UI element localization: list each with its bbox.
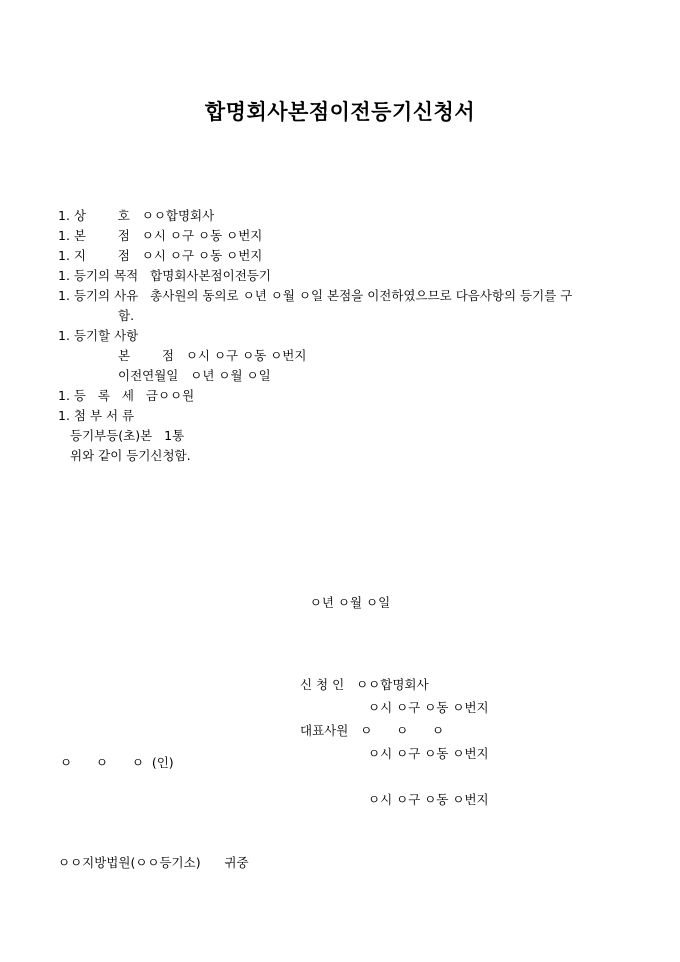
representative-address: ㅇ시 ㅇ구 ㅇ동 ㅇ번지 — [368, 746, 489, 761]
item-registration-tax: 1. 등 록 세 금ㅇㅇ원 — [58, 388, 195, 403]
signature-block — [300, 673, 680, 811]
document-date: ㅇ년 ㅇ월 ㅇ일 — [309, 595, 391, 610]
item-head-office: 1. 본 점 ㅇ시 ㅇ구 ㅇ동 ㅇ번지 — [58, 228, 263, 243]
applicant-address: ㅇ시 ㅇ구 ㅇ동 ㅇ번지 — [368, 700, 489, 715]
document-body — [58, 206, 630, 466]
matter-head-office: 본 점 ㅇ시 ㅇ구 ㅇ동 ㅇ번지 — [118, 348, 307, 363]
page-title: 합명회사본점이전등기신청서 — [204, 99, 476, 124]
item-branch-office: 1. 지 점 ㅇ시 ㅇ구 ㅇ동 ㅇ번지 — [58, 248, 263, 263]
application-closing-statement: 위와 같이 등기신청함. — [70, 448, 191, 463]
seal-signature-line: ㅇ ㅇ ㅇ (인) — [60, 755, 174, 770]
item-registration-reason-cont: 함. — [118, 308, 135, 323]
attachment-certificate: 등기부등(초)본 1통 — [70, 428, 185, 443]
item-attachments-heading: 1. 첨 부 서 류 — [58, 408, 135, 423]
representative-name: 대표사원 ㅇ ㅇ ㅇ — [300, 723, 445, 738]
applicant-name: 신 청 인 ㅇㅇ합명회사 — [300, 677, 429, 692]
item-registration-matters-heading: 1. 등기할 사항 — [58, 328, 139, 343]
court-addressee: ㅇㅇ지방법원(ㅇㅇ등기소) 귀중 — [58, 855, 249, 870]
item-registration-purpose: 1. 등기의 목적 합명회사본점이전등기 — [58, 268, 271, 283]
item-trade-name: 1. 상 호 ㅇㅇ합명회사 — [58, 208, 215, 223]
matter-transfer-date: 이전연월일 ㅇ년 ㅇ월 ㅇ일 — [118, 368, 271, 383]
third-address: ㅇ시 ㅇ구 ㅇ동 ㅇ번지 — [368, 792, 489, 807]
item-registration-reason: 1. 등기의 사유 총사원의 동의로 ㅇ년 ㅇ월 ㅇ일 본점을 이전하였으므로 다음사항의 등기를 구 — [58, 288, 573, 303]
